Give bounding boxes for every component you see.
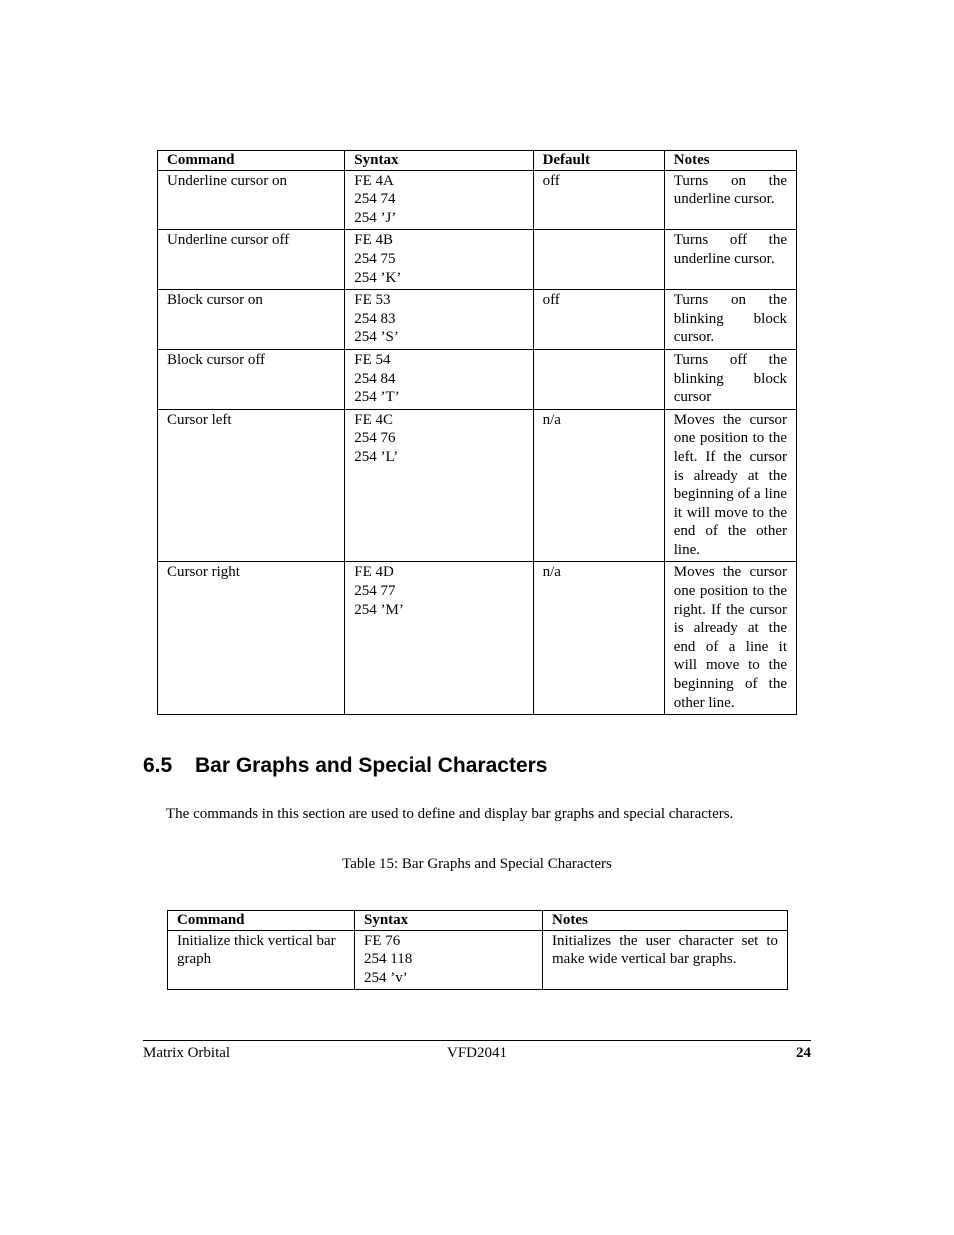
table-row	[158, 349, 797, 409]
syntax-line: 254 77	[354, 583, 396, 600]
section-title: Bar Graphs and Special Characters	[195, 754, 548, 777]
cell-notes: Moves the cursor one position to the left. If the cursor is already at the beginning of a line it will move to the end of the other line.	[664, 409, 796, 562]
cell-default: off	[533, 290, 664, 350]
cell-default	[533, 230, 664, 290]
cell-default: off	[533, 170, 664, 230]
syntax-line: 254 ’M’	[354, 601, 404, 618]
cell-command: Block cursor off	[158, 349, 345, 409]
col-header-syntax: Syntax	[355, 911, 543, 931]
cell-command: Initialize thick vertical bar graph	[168, 930, 355, 990]
cell-syntax	[345, 349, 533, 409]
cell-command: Cursor left	[158, 409, 345, 562]
cell-default: n/a	[533, 562, 664, 715]
syntax-line: 254 76	[354, 430, 396, 447]
cell-default: n/a	[533, 409, 664, 562]
col-header-command: Command	[168, 911, 355, 931]
syntax-line: FE 54	[354, 351, 391, 368]
cell-command: Underline cursor on	[158, 170, 345, 230]
table-row	[168, 930, 788, 990]
col-header-command: Command	[158, 151, 345, 171]
section-intro: The commands in this section are used to define and display bar graphs and special characters.	[166, 806, 734, 822]
footer-company: Matrix Orbital	[143, 1045, 231, 1061]
cell-command: Underline cursor off	[158, 230, 345, 290]
cell-default	[533, 349, 664, 409]
syntax-line: 254 75	[354, 250, 396, 267]
cell-notes: Turns off the underline cursor.	[664, 230, 796, 290]
footer-model: VFD2041	[447, 1045, 508, 1061]
table-row	[158, 230, 797, 290]
syntax-line: 254 ’v’	[364, 969, 408, 986]
syntax-line: 254 ’J’	[354, 209, 397, 226]
cell-command: Block cursor on	[158, 290, 345, 350]
cell-command: Cursor right	[158, 562, 345, 715]
col-header-notes: Notes	[664, 151, 796, 171]
syntax-line: FE 4C	[354, 411, 394, 428]
syntax-line: 254 118	[364, 951, 413, 968]
syntax-line: FE 4B	[354, 232, 394, 249]
cell-syntax	[345, 290, 533, 350]
table-row	[158, 170, 797, 230]
syntax-line: 254 ’L’	[354, 448, 399, 465]
col-header-syntax: Syntax	[345, 151, 533, 171]
section-heading	[143, 754, 547, 778]
cursor-commands-table	[157, 150, 797, 715]
cell-syntax	[345, 170, 533, 230]
cell-notes: Turns off the blinking block cursor	[664, 349, 796, 409]
syntax-line: 254 ’T’	[354, 389, 400, 406]
cell-syntax	[345, 562, 533, 715]
cell-syntax	[355, 930, 543, 990]
table-row	[158, 562, 797, 715]
section-number: 6.5	[143, 754, 173, 777]
cell-syntax	[345, 230, 533, 290]
table-row	[158, 290, 797, 350]
cell-notes: Initializes the user character set to make wide vertical bar graphs.	[543, 930, 788, 990]
syntax-line: 254 83	[354, 310, 396, 327]
syntax-line: 254 84	[354, 370, 396, 387]
table-caption: Table 15: Bar Graphs and Special Characters	[342, 856, 612, 872]
col-header-default: Default	[533, 151, 664, 171]
footer-rule	[143, 1040, 811, 1041]
syntax-line: 254 74	[354, 191, 396, 208]
table-header-row	[168, 911, 788, 931]
syntax-line: FE 53	[354, 292, 391, 309]
page-number: 24	[796, 1045, 811, 1061]
syntax-line: 254 ’S’	[354, 329, 399, 346]
cell-notes: Moves the cursor one position to the right. If the cursor is already at the end of a line it will move to the beginning of the other line.	[664, 562, 796, 715]
syntax-line: FE 4A	[354, 172, 394, 189]
col-header-notes: Notes	[543, 911, 788, 931]
table-header-row	[158, 151, 797, 171]
cell-notes: Turns on the underline cursor.	[664, 170, 796, 230]
table-row	[158, 409, 797, 562]
bar-graph-commands-table	[167, 910, 788, 990]
syntax-line: FE 76	[364, 932, 401, 949]
syntax-line: 254 ’K’	[354, 269, 402, 286]
syntax-line: FE 4D	[354, 564, 394, 581]
cell-notes: Turns on the blinking block cursor.	[664, 290, 796, 350]
cell-syntax	[345, 409, 533, 562]
